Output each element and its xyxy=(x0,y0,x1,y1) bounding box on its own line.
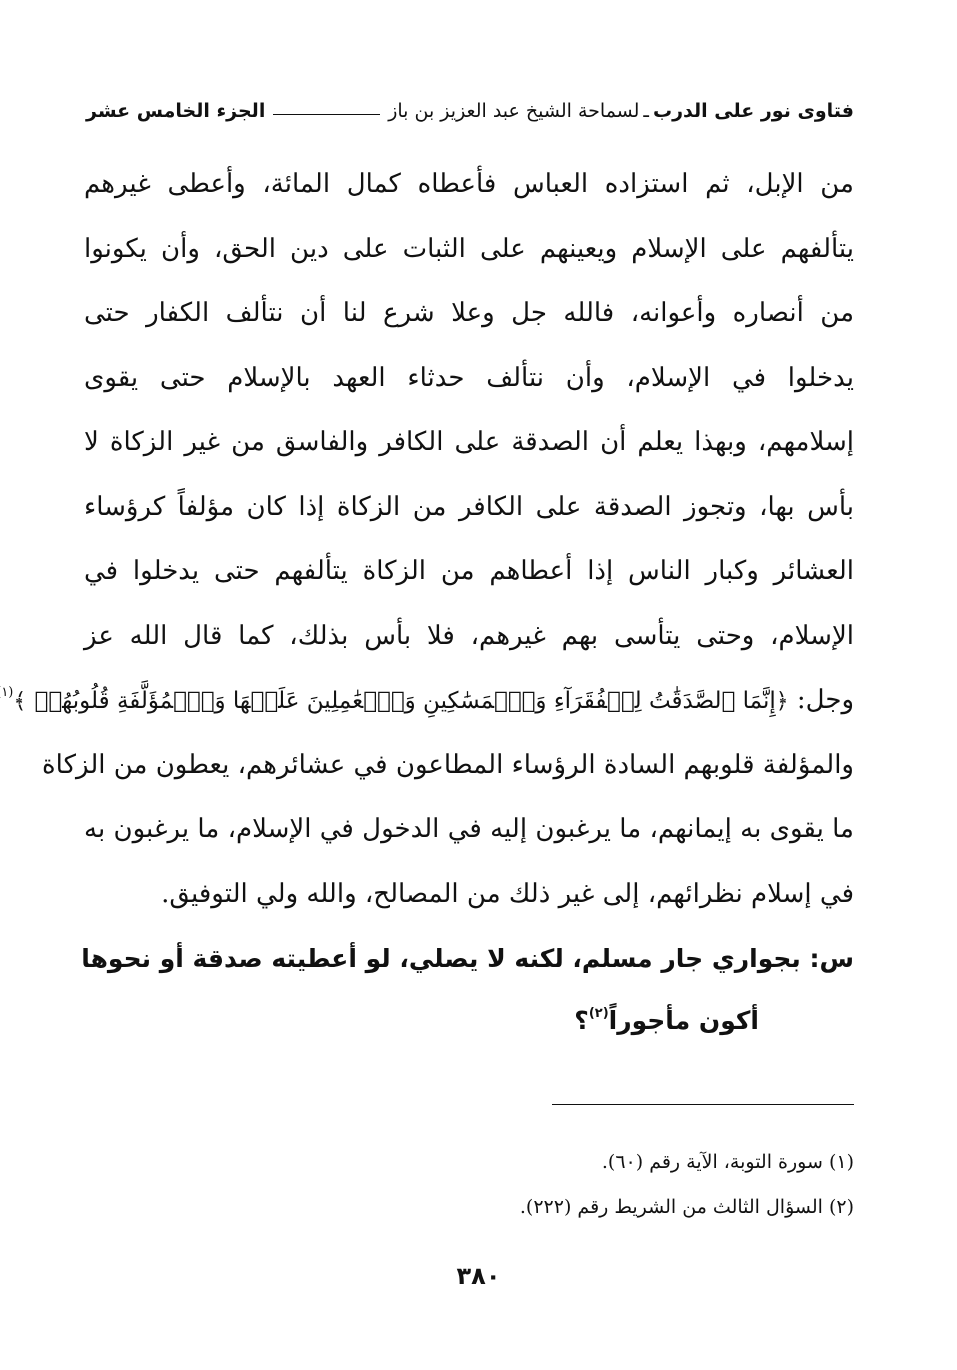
footnote-2: (٢) السؤال الثالث من الشريط رقم (٢٢٢). xyxy=(519,1196,854,1218)
quran-verse: إِنَّمَا ٱلصَّدَقَٰتُ لِلۡفُقَرَآءِ وَٱلۡمَسَٰكِينِ وَٱلۡعَٰمِلِينَ عَلَيۡهَا وَٱلۡمُؤَلَّفَةِ قُلُوبُهُمۡ xyxy=(34,688,776,714)
book-author: لسماحة الشيخ عبد العزيز بن باز xyxy=(388,100,640,122)
text-line: يتألفهم على الإسلام ويعينهم على الثبات على دين الحق، وأن يكونوا xyxy=(84,233,854,264)
text-line: من أنصاره وأعوانه، فالله جل وعلا شرع لنا أن نتألف الكفار حتى xyxy=(84,298,854,328)
text-line: في إسلام نظرائهم، إلى غير ذلك من المصالح، والله ولي التوفيق. xyxy=(161,878,854,909)
question-line: س: بجواري جار مسلم، لكنه لا يصلي، لو أعطيته صدقة أو نحوها xyxy=(81,944,854,973)
footnote-1: (١) سورة التوبة، الآية رقم (٦٠). xyxy=(601,1151,854,1173)
quran-prefix: وجل: xyxy=(788,685,854,715)
header-separator: ـ xyxy=(643,100,649,122)
quran-verse-line xyxy=(1,668,854,733)
ornate-bracket-close: ﴾ xyxy=(13,689,27,714)
footnote-ref-1: (١ xyxy=(1,685,14,700)
text-line: من الإبل، ثم استزاده العباس فأعطاه كمال المائة، وأعطى غيرهم xyxy=(84,169,854,199)
book-title: فتاوى نور على الدرب xyxy=(653,100,854,122)
header-rule xyxy=(273,114,380,115)
footnote-ref-2: (٢) xyxy=(588,1006,609,1021)
text-line: ما يقوى به إيمانهم، ما يرغبون إليه في الدخول في الإسلام، ما يرغبون به xyxy=(84,814,854,844)
text-line: إسلامهم، وبهذا يعلم أن الصدقة على الكافر والفاسق من غير الزكاة لا xyxy=(84,427,854,457)
text-line: العشائر وكبار الناس إذا أعطاهم من الزكاة يتألفهم حتى يدخلوا في xyxy=(84,556,854,586)
running-header xyxy=(86,96,854,126)
fatwa-answer-text xyxy=(1,152,854,926)
question-line xyxy=(84,990,854,1052)
text-line: بأس بها، وتجوز الصدقة على الكافر من الزكاة إذا كان مؤلفاً كرؤساء xyxy=(84,491,854,522)
question-text xyxy=(81,928,854,1052)
question-line-text: أكون مأجوراً xyxy=(608,1006,759,1035)
text-line: الإسلام، وحتى يتأسى بهم غيرهم، فلا بأس بذلك، كما قال الله عز xyxy=(84,620,854,651)
question-mark: ؟ xyxy=(574,1006,589,1035)
ornate-bracket-open: ﴿ xyxy=(775,689,789,714)
footnotes xyxy=(84,1140,854,1230)
page-number: ٣٨٠ xyxy=(456,1262,501,1290)
text-line: يدخلوا في الإسلام، وأن نتألف حدثاء العهد بالإسلام حتى يقوى xyxy=(84,362,854,393)
text-line: والمؤلفة قلوبهم السادة الرؤساء المطاعون في عشائرهم، يعطون من الزكاة xyxy=(42,749,854,780)
footnote-separator xyxy=(552,1104,854,1105)
book-part: الجزء الخامس عشر xyxy=(86,100,266,122)
